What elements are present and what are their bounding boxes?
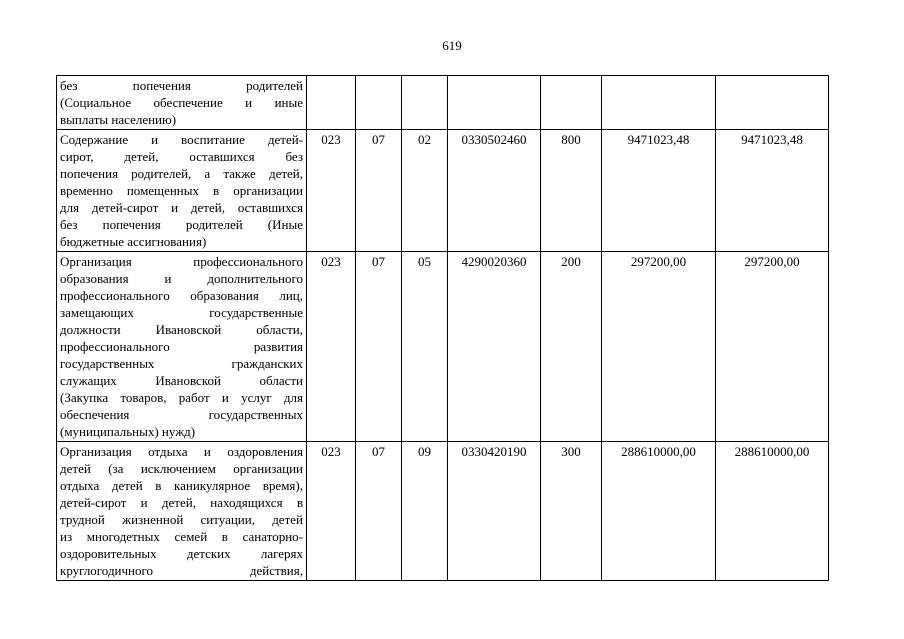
section-code-cell: 07 [356,252,402,442]
description-line: без попечения родителей (Иные [60,217,303,232]
amount-year2-cell: 288610000,00 [716,442,829,581]
description-line: оздоровительных детских лагерях [60,546,303,561]
department-code-cell: 023 [307,252,356,442]
department-code-cell: 023 [307,442,356,581]
description-cell [57,252,307,442]
section-code-cell [356,76,402,130]
description-line: замещающих государственные [60,305,303,320]
subsection-code-cell: 09 [402,442,448,581]
description-line: выплаты населению) [60,112,177,127]
description-line: (муниципальных) нужд) [60,424,196,439]
table-row [57,130,829,252]
description-line: детей (за исключением организации [60,461,303,476]
expense-type-cell: 800 [541,130,602,252]
description-cell [57,76,307,130]
target-article-cell: 0330502460 [448,130,541,252]
subsection-code-cell: 02 [402,130,448,252]
page-number: 619 [442,38,462,53]
table-body [57,76,829,581]
description-line: образования и дополнительного [60,271,303,286]
description-line: попечения родителей, а также детей, [60,166,303,181]
budget-table [56,75,829,581]
description-line: временно помещенных в организации [60,183,303,198]
table-row [57,442,829,581]
expense-type-cell: 300 [541,442,602,581]
description-line: Организация профессионального [60,254,303,269]
subsection-code-cell: 05 [402,252,448,442]
department-code-cell [307,76,356,130]
amount-year2-cell: 297200,00 [716,252,829,442]
description-line: Организация отдыха и оздоровления [60,444,303,459]
target-article-cell: 4290020360 [448,252,541,442]
description-line: без попечения родителей [60,78,303,93]
description-line: отдыха детей в каникулярное время), [60,478,303,493]
expense-type-cell: 200 [541,252,602,442]
amount-year2-cell: 9471023,48 [716,130,829,252]
table-row [57,252,829,442]
amount-year1-cell: 9471023,48 [602,130,716,252]
description-line: (Социальное обеспечение и иные [60,95,303,110]
description-line: обеспечения государственных [60,407,303,422]
table-row [57,76,829,130]
description-line: бюджетные ассигнования) [60,234,207,249]
target-article-cell: 0330420190 [448,442,541,581]
description-line: служащих Ивановской области [60,373,303,388]
description-line: профессионального образования лиц, [60,288,303,303]
description-cell [57,130,307,252]
amount-year1-cell: 297200,00 [602,252,716,442]
amount-year1-cell [602,76,716,130]
description-line: (Закупка товаров, работ и услуг для [60,390,303,405]
description-line: круглогодичного действия, [60,563,303,578]
expense-type-cell [541,76,602,130]
subsection-code-cell [402,76,448,130]
department-code-cell: 023 [307,130,356,252]
description-cell [57,442,307,581]
amount-year1-cell: 288610000,00 [602,442,716,581]
description-line: детей-сирот и детей, находящихся в [60,495,303,510]
description-line: Содержание и воспитание детей- [60,132,303,147]
description-line: сирот, детей, оставшихся без [60,149,303,164]
description-line: государственных гражданских [60,356,303,371]
description-line: профессионального развития [60,339,303,354]
target-article-cell [448,76,541,130]
description-line: должности Ивановской области, [60,322,303,337]
section-code-cell: 07 [356,442,402,581]
section-code-cell: 07 [356,130,402,252]
description-line: для детей-сирот и детей, оставшихся [60,200,303,215]
amount-year2-cell [716,76,829,130]
description-line: из многодетных семей в санаторно- [60,529,303,544]
description-line: трудной жизненной ситуации, детей [60,512,303,527]
